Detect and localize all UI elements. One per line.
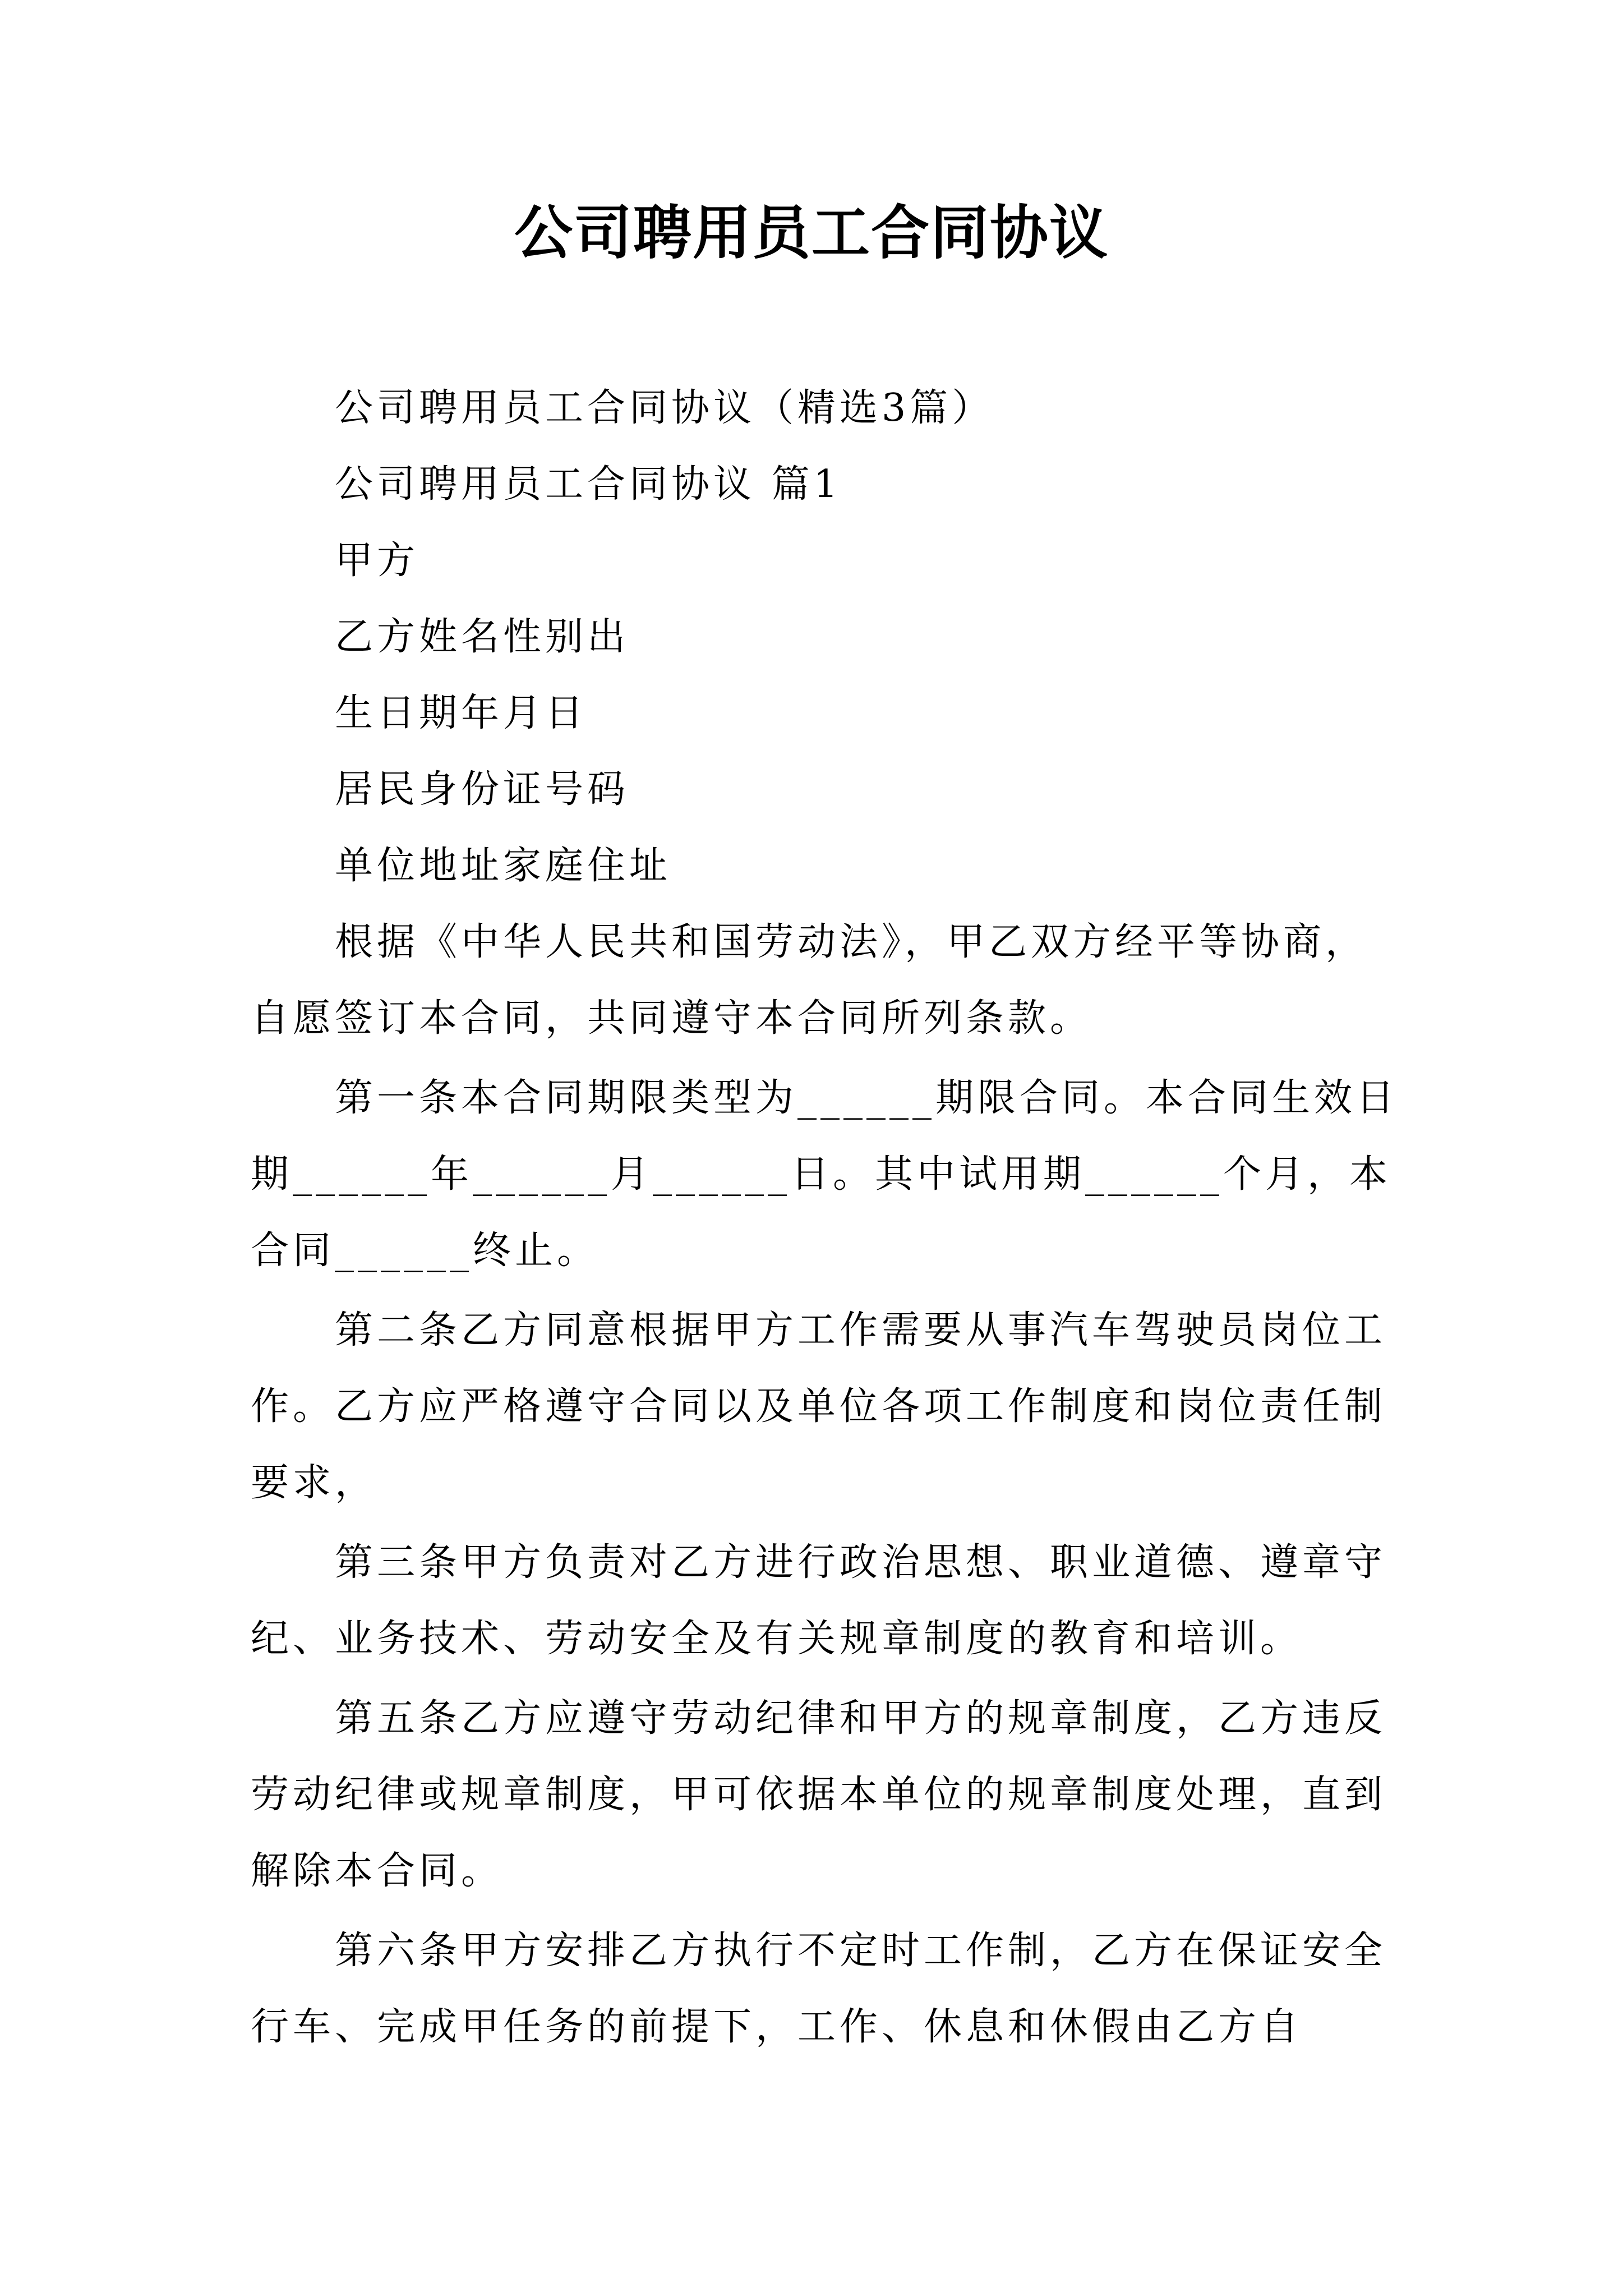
paragraph-id-number: 居民身份证号码 xyxy=(335,767,630,812)
paragraph-subtitle: 公司聘用员工合同协议（精选3篇） xyxy=(335,386,994,430)
document-title: 公司聘用员工合同协议 xyxy=(514,199,1109,267)
paragraph-article-3: 第三条甲方负责对乙方进行政治思想、职业道德、遵章守纪、业务技术、劳动安全及有关规章制度的教育和培训。 xyxy=(251,1540,1387,1661)
paragraph-birth-date: 生日期年月日 xyxy=(335,691,588,735)
paragraph-article-2: 第二条乙方同意根据甲方工作需要从事汽车驾驶员岗位工作。乙方应严格遵守合同以及单位各项工作制度和岗位责任制要求， xyxy=(251,1308,1387,1505)
paragraph-preamble: 根据《中华人民共和国劳动法》，甲乙双方经平等协商，自愿签订本合同，共同遵守本合同所列条款。 xyxy=(251,920,1368,1041)
paragraph-party-a: 甲方 xyxy=(335,539,419,583)
paragraph-section-heading: 公司聘用员工合同协议 篇1 xyxy=(335,462,842,507)
paragraph-article-6: 第六条甲方安排乙方执行不定时工作制，乙方在保证安全行车、完成甲任务的前提下，工作、休息和休假由乙方自 xyxy=(251,1929,1387,2049)
paragraph-article-5: 第五条乙方应遵守劳动纪律和甲方的规章制度，乙方违反劳动纪律或规章制度，甲可依据本单位的规章制度处理，直到解除本合同。 xyxy=(251,1696,1387,1893)
paragraph-address: 单位地址家庭住址 xyxy=(335,844,672,888)
paragraph-party-b: 乙方姓名性别出 xyxy=(335,615,630,659)
document-body xyxy=(251,370,1400,2065)
paragraph-article-1: 第一条本合同期限类型为______期限合同。本合同生效日期______年______月______日。其中试用期______个月，本合同______终止。 xyxy=(251,1076,1399,1273)
